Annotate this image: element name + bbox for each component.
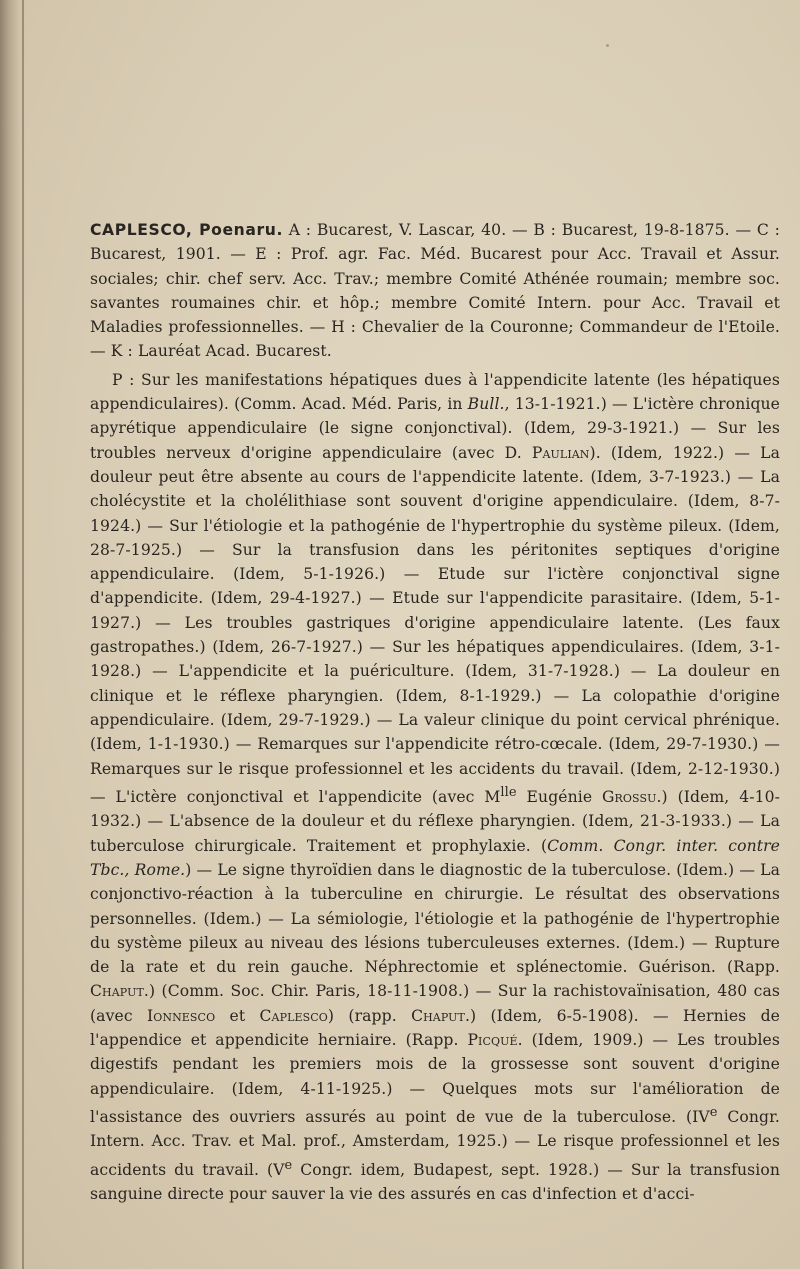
superscript: e [709, 1104, 718, 1120]
reporter-name: Picqué [467, 1030, 518, 1049]
pub-text: ). (Idem, 1922.) — La douleur peut être absente au cours de l'appendicite latente. (Idem, 3-7-1923.) — La cholécystite et la cholélithiase sont souvent d'origine appendiculaire. (Idem, 8-7-1924.) — Sur l'étiologie et la pathogénie de l'hypertrophie du système pileux. (Idem, 28-7-1925.) — Sur la transfusion dans les péritonites septiques d'origine appendiculaire. (Idem, 5-1-1926.) — Etude sur l'ictère conjonctival signe d'appendicite. (Idem, 29-4-1927.) — Etude sur l'appendicite parasitaire. (Idem, 5-1-1927.) — Les troubles gastriques d'origine appendiculaire latente. (Les faux gastropathes.) (Idem, 26-7-1927.) — Sur les hépatiques appendiculaires. (Idem, 3-1-1928.) — L'appendicite et la puériculture. (Idem, 31-7-1928.) — La douleur en clinique et le réflexe pharyngien. (Idem, 8-1-1929.) — La colopathie d'origine appendiculaire. (Idem, 29-7-1929.) — La valeur clinique du point cervical phrénique. (Idem, 1-1-1930.) — Remarques sur l'appendicite rétro-cœcale. (Idem, 29-7-1930.) — Remarques sur le risque professionnel et les accidents du travail. (Idem, 2-12-1930.) — L'ictère conjonctival et l'appendicite (avec M [90, 443, 781, 807]
pub-text: .) (Idem, 6-5-1908). — Hernies de l'appendice et appendicite herniaire. (Rapp. [90, 1006, 780, 1049]
pub-text: P : Sur les manifestations hépatiques dues à l'appendicite latente (les hépatiques appendiculaires). (Comm. Acad. Méd. Paris, in [90, 370, 780, 414]
pub-text: Congr. idem, Budapest, sept. 1928.) — Sur la transfusion sanguine directe pour sauver la vie des assurés en cas d'infection et d'acci- [90, 1160, 780, 1204]
coauthor-name: Ionnesco [146, 1006, 216, 1025]
entry-name: CAPLESCO, Poenaru. [90, 221, 283, 239]
pub-text: , 13-1-1921.) — L'ictère chronique apyrétique appendiculaire (le signe conjonctival). (Idem, 29-3-1921.) — Sur les troubles nerveux d'origine appendiculaire (avec D. [90, 395, 781, 462]
pub-text: . (Idem, 1909.) — Les troubles digestifs pendant les premiers mois de la grossesse sont souvent d'origine appendiculaire. (Idem, 4-11-1925.) — Quelques mots sur l'amélioration de l'assistance des ouvriers assurés au point de vue de la tuberculose. (IV [90, 1030, 780, 1127]
pub-text: Congr. Intern. Acc. Trav. et Mal. prof., Amsterdam, 1925.) — Le risque professionnel et les accidents du travail. (V [90, 1108, 780, 1179]
superscript: e [284, 1157, 293, 1173]
entry-biography [90, 218, 780, 364]
reporter-name: Chaput [411, 1006, 465, 1025]
paper-speck [606, 44, 609, 47]
binding-edge [22, 0, 24, 1269]
superscript: lle [500, 784, 517, 800]
coauthor-name: Grossu [601, 788, 657, 807]
pub-congress: Comm. Congr. inter. contre Tbc., Rome. [90, 836, 780, 879]
coauthor-name: Paulian [531, 443, 590, 462]
entry-publications [90, 368, 780, 1207]
pub-text: ) — Le signe thyroïdien dans le diagnostic de la tuberculose. (Idem.) — La conjonctivo-réaction à la tuberculine en chirurgie. Le résultat des observations personnelles. (Idem.) — La sémiologie, l'étiologie et la pathogénie de l'hypertrophie du système pileux au niveau des lésions tuberculeuses externes. (Idem.) — Rupture de la rate et du rein gauche. Néphrectomie et splénectomie. Guérison. (Rapp. [90, 860, 780, 977]
entry-bio-text: A : Bucarest, V. Lascar, 40. — B : Bucarest, 19-8-1875. — C : Bucarest, 1901. — E : Prof. agr. Fac. Méd. Bucarest pour Acc. Travail et Assur. sociales; chir. chef serv. Acc. Trav.; membre Comité Athénée roumain; membre soc. savantes roumaines chir. et hôp.; membre Comité Intern. pour Acc. Travail et Maladies professionnelles. — H : Chevalier de la Couronne; Commandeur de l'Etoile. — K : Lauréat Acad. Bucarest. [90, 221, 780, 361]
pub-journal: Bull. [467, 395, 505, 414]
biographical-entry [90, 218, 780, 1206]
pub-text: .) (Idem, 4-10-1932.) — L'absence de la douleur et du réflexe pharyngien. (Idem, 21-3-1933.) — La tuberculose chirurgicale. Traitement et prophylaxie. ( [90, 788, 780, 855]
coauthor-name: Caplesco [259, 1006, 328, 1025]
pub-text: Eugénie [516, 788, 602, 807]
pub-text: et [215, 1006, 260, 1025]
pub-text: ) (rapp. [327, 1006, 412, 1025]
pub-text: .) (Comm. Soc. Chir. Paris, 18-11-1908.) — Sur la rachistovaïnisation, 480 cas (avec [90, 982, 780, 1025]
reporter-name: Chaput [90, 982, 144, 1001]
